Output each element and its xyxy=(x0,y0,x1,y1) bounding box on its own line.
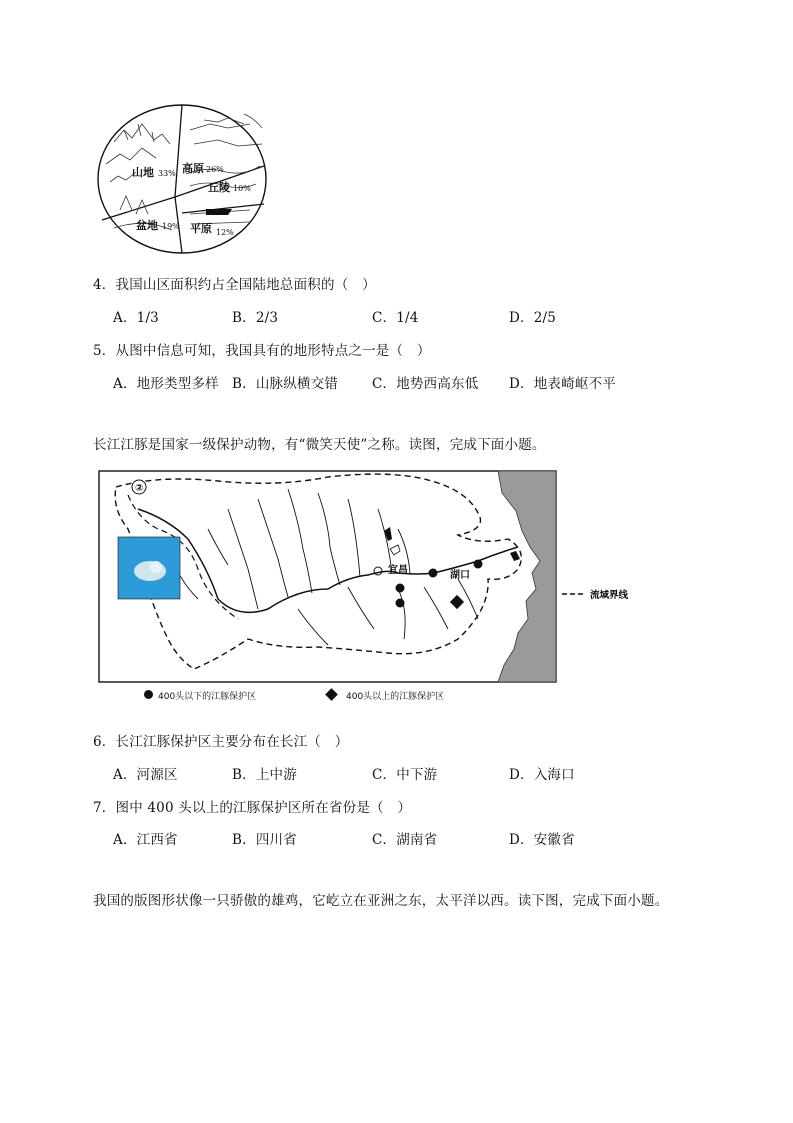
segment-label-qiuling: 丘陵 xyxy=(208,181,230,194)
map-circle-number: ② xyxy=(135,483,144,494)
q6-option-a[interactable]: A．河源区 xyxy=(113,767,178,783)
q6-option-b[interactable]: B．上中游 xyxy=(232,767,297,783)
legend-dot-icon xyxy=(144,690,153,699)
q4-option-b[interactable]: B．2/3 xyxy=(232,310,279,326)
segment-pct-gaoyuan: 26% xyxy=(206,165,224,174)
q5-option-b[interactable]: B．山脉纵横交错 xyxy=(232,376,339,392)
legend-diamond-label: 400头以上的江豚保护区 xyxy=(346,692,445,702)
legend-dot-label: 400头以下的江豚保护区 xyxy=(158,692,257,702)
reserve-dot xyxy=(396,584,405,593)
q5-option-a[interactable]: A．地形类型多样 xyxy=(113,376,219,392)
q6-option-c[interactable]: C．中下游 xyxy=(372,767,438,783)
segment-label-gaoyuan: 高原 xyxy=(182,162,204,175)
segment-pct-pingyuan: 12% xyxy=(216,228,234,237)
map-label-yichang: 宜昌 xyxy=(388,565,408,576)
reserve-dot xyxy=(396,599,405,608)
segment-pct-shandi: 33% xyxy=(158,169,176,178)
question-5-stem: 5．从图中信息可知，我国具有的地形特点之一是（ ） xyxy=(93,343,431,359)
q7-option-c[interactable]: C．湖南省 xyxy=(372,832,438,848)
yangtze-basin-map xyxy=(98,469,643,703)
segment-label-pendi: 盆地 xyxy=(136,219,158,232)
legend-boundary-label: 流域界线 xyxy=(590,590,629,601)
q4-option-a[interactable]: A．1/3 xyxy=(113,310,159,326)
reserve-dot xyxy=(474,560,483,569)
reserve-dot xyxy=(429,569,438,578)
passage-yangtze-porpoise: 长江江豚是国家一级保护动物，有“微笑天使”之称。读图，完成下面小题。 xyxy=(93,437,546,453)
q7-option-a[interactable]: A．江西省 xyxy=(113,832,178,848)
q7-option-b[interactable]: B．四川省 xyxy=(232,832,297,848)
question-7-stem: 7．图中 400 头以上的江豚保护区所在省份是（ ） xyxy=(93,800,412,816)
segment-label-pingyuan: 平原 xyxy=(190,222,212,235)
q6-option-d[interactable]: D．入海口 xyxy=(509,767,575,783)
q5-option-d[interactable]: D．地表崎岖不平 xyxy=(509,376,616,392)
question-4-stem: 4．我国山区面积约占全国陆地总面积的（ ） xyxy=(93,277,376,293)
map-label-hukou: 湖口 xyxy=(450,570,470,581)
q5-option-c[interactable]: C．地势西高东低 xyxy=(372,376,479,392)
segment-label-shandi: 山地 xyxy=(132,166,154,179)
segment-pct-qiuling: 10% xyxy=(233,184,251,193)
question-6-stem: 6．长江江豚保护区主要分布在长江（ ） xyxy=(93,734,349,750)
passage-china-territory: 我国的版图形状像一只骄傲的雄鸡，它屹立在亚洲之东，太平洋以西。读下图，完成下面小题。 xyxy=(93,893,669,909)
q4-option-d[interactable]: D．2/5 xyxy=(509,310,557,326)
segment-pct-pendi: 19% xyxy=(162,222,180,231)
q7-option-d[interactable]: D．安徽省 xyxy=(509,832,575,848)
q4-option-c[interactable]: C．1/4 xyxy=(372,310,419,326)
terrain-pie-figure xyxy=(94,102,274,257)
